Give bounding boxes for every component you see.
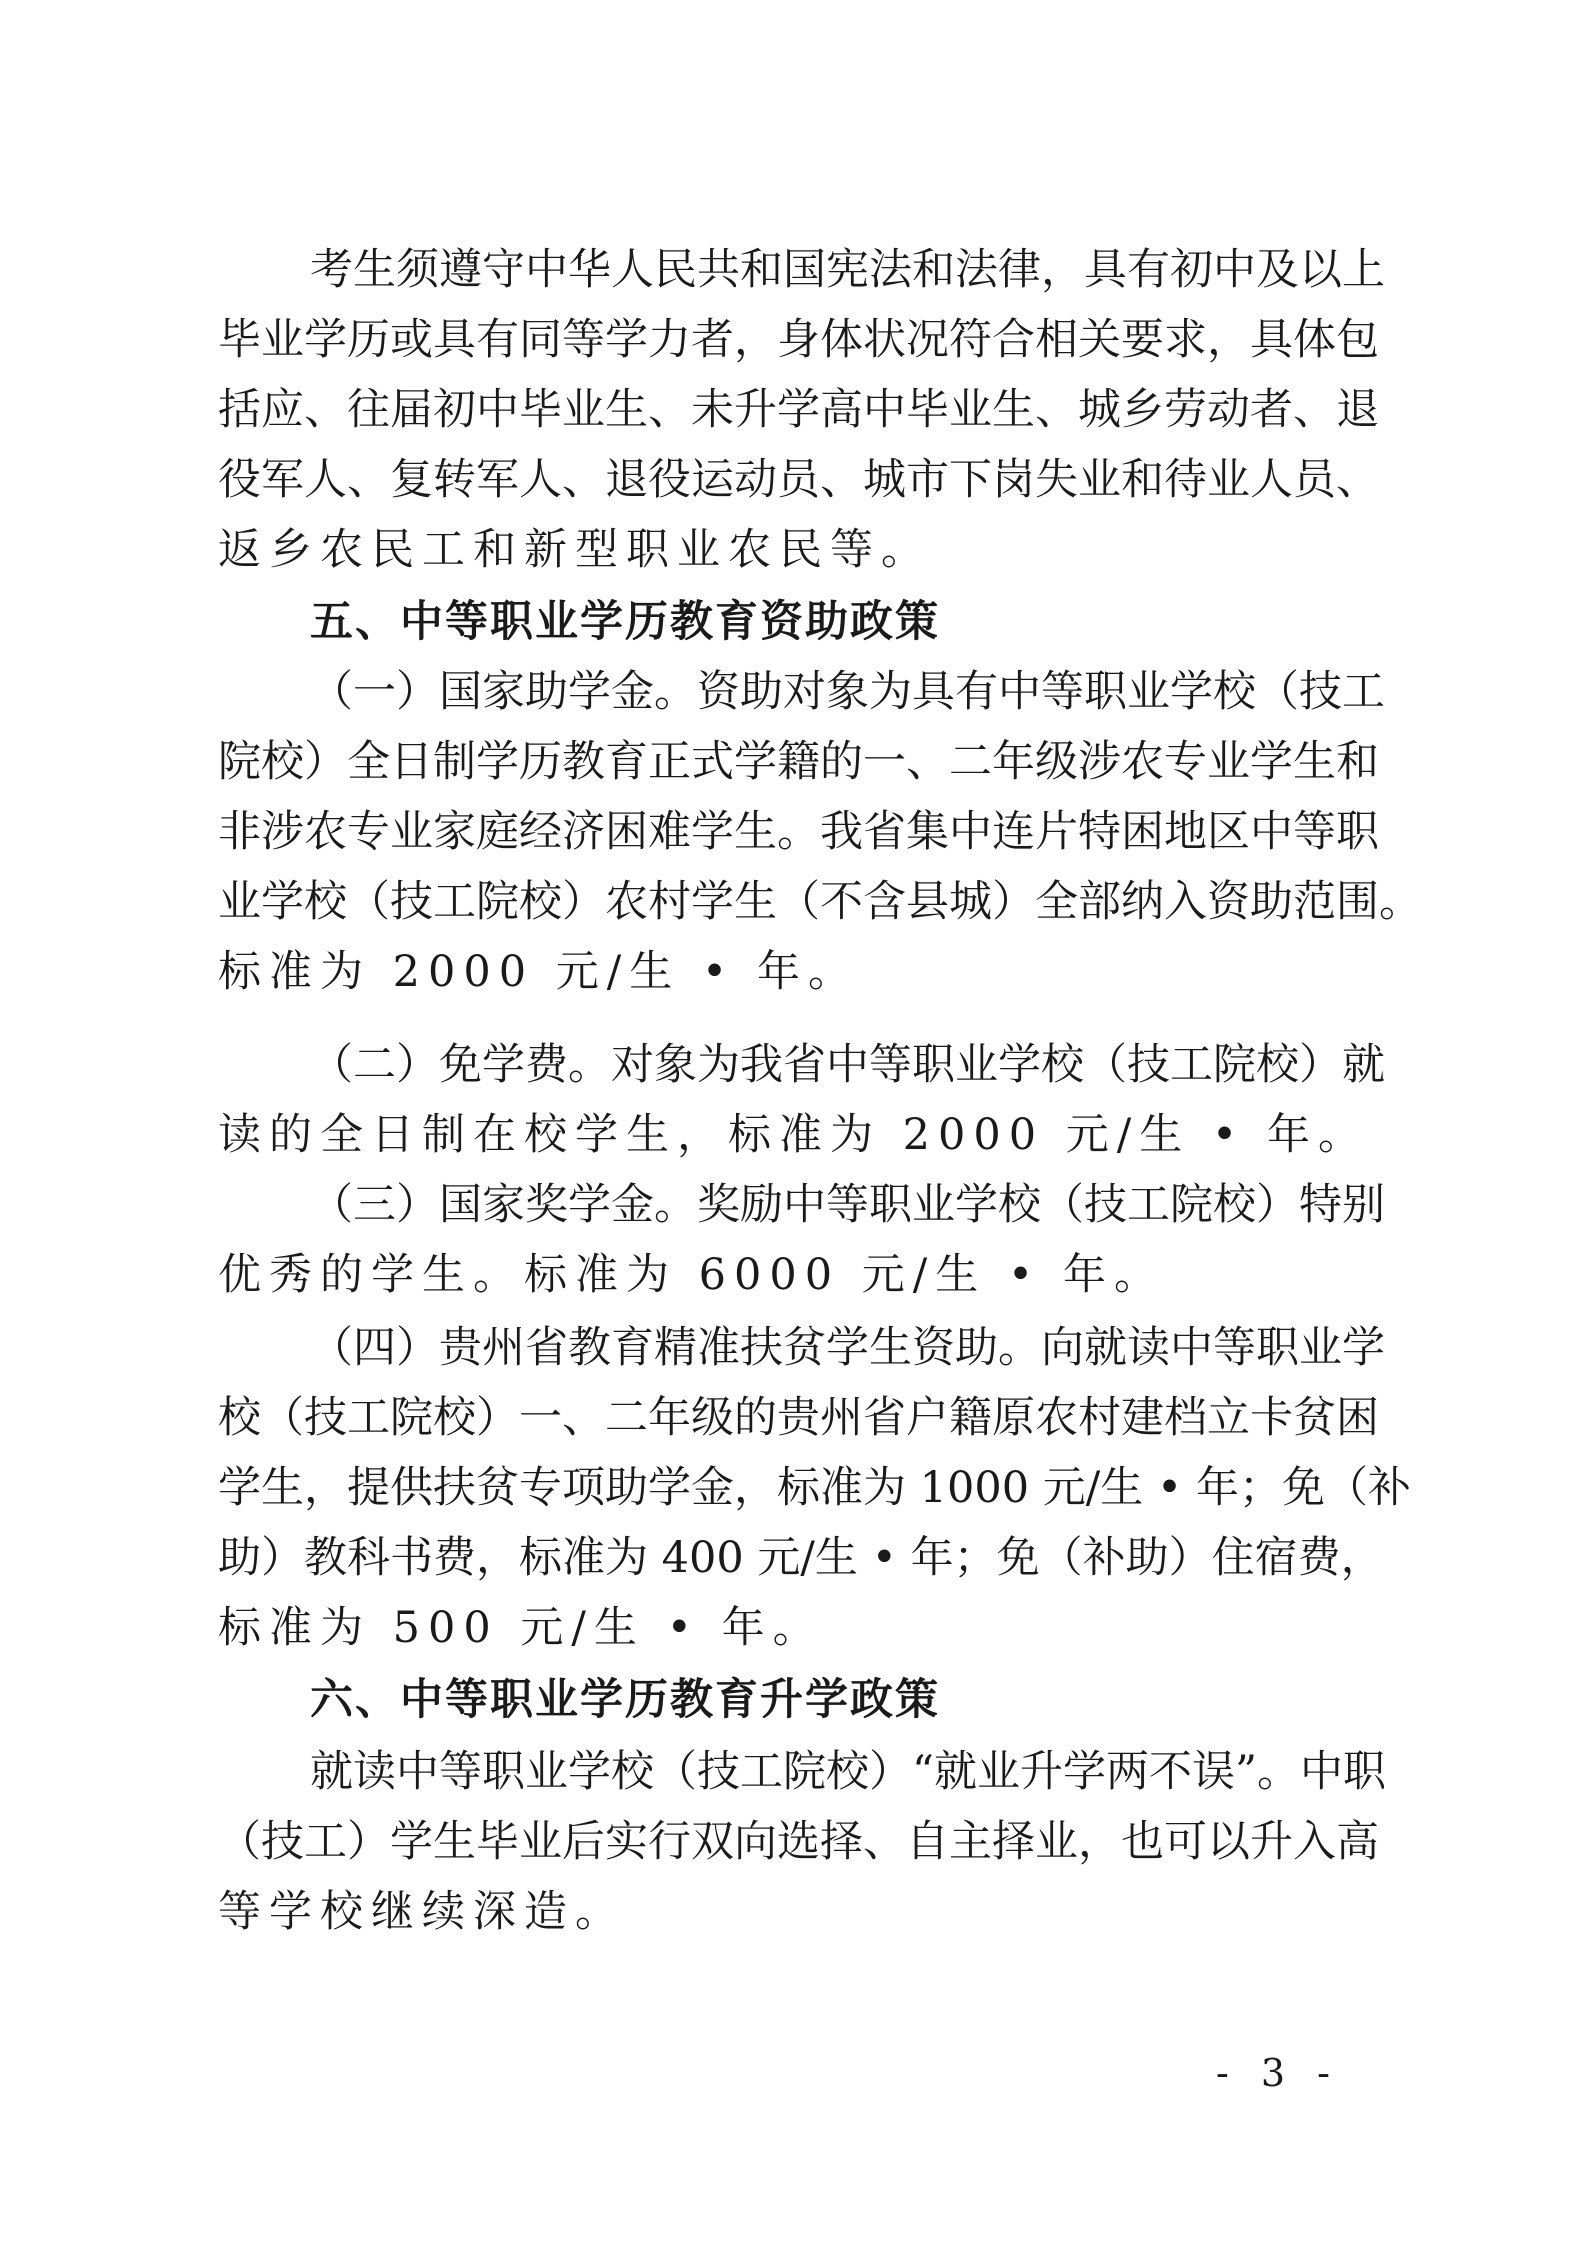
s6-p1-line-3: 等学校继续深造。 <box>218 1887 626 1937</box>
page-number: - 3 - <box>1215 2051 1340 2095</box>
s6-p1-line-1: 就读中等职业学校（技工院校）“就业升学两不误”。中职 <box>310 1747 1386 1797</box>
s5-p1-line-5: 标准为 2000 元/生 • 年。 <box>218 947 859 997</box>
intro-line-3: 括应、往届初中毕业生、未升学高中毕业生、城乡劳动者、退 <box>218 385 1379 435</box>
s5-p3-line-1: （三）国家奖学金。奖励中等职业学校（技工院校）特别 <box>310 1180 1385 1230</box>
s5-p4-line-5: 标准为 500 元/生 • 年。 <box>218 1603 824 1653</box>
s5-p2-line-2: 读的全日制在校学生，标准为 2000 元/生 • 年。 <box>218 1110 1369 1160</box>
s5-p1-line-4: 业学校（技工院校）农村学生（不含县城）全部纳入资助范围。 <box>218 877 1422 927</box>
intro-line-4: 役军人、复转军人、退役运动员、城市下岗失业和待业人员、 <box>218 455 1379 505</box>
intro-line-2: 毕业学历或具有同等学力者，身体状况符合相关要求，具体包 <box>218 315 1379 365</box>
section-5-heading: 五、中等职业学历教育资助政策 <box>310 597 940 647</box>
intro-line-1: 考生须遵守中华人民共和国宪法和法律，具有初中及以上 <box>310 245 1385 295</box>
s5-p4-line-2: 校（技工院校）一、二年级的贵州省户籍原农村建档立卡贫困 <box>218 1393 1379 1443</box>
s5-p2-line-1: （二）免学费。对象为我省中等职业学校（技工院校）就 <box>310 1040 1385 1090</box>
s5-p4-line-3: 学生，提供扶贫专项助学金，标准为 1000 元/生 • 年；免（补 <box>218 1463 1411 1513</box>
s6-p1-line-2: （技工）学生毕业后实行双向选择、自主择业，也可以升入高 <box>218 1817 1379 1867</box>
intro-line-5: 返乡农民工和新型职业农民等。 <box>218 525 932 575</box>
s5-p1-line-2: 院校）全日制学历教育正式学籍的一、二年级涉农专业学生和 <box>218 737 1379 787</box>
s5-p4-line-4: 助）教科书费，标准为 400 元/生 • 年；免（补助）住宿费， <box>218 1533 1384 1583</box>
s5-p1-line-1: （一）国家助学金。资助对象为具有中等职业学校（技工 <box>310 667 1385 717</box>
s5-p4-line-1: （四）贵州省教育精准扶贫学生资助。向就读中等职业学 <box>310 1323 1385 1373</box>
s5-p3-line-2: 优秀的学生。标准为 6000 元/生 • 年。 <box>218 1250 1165 1300</box>
section-6-heading: 六、中等职业学历教育升学政策 <box>310 1675 940 1725</box>
s5-p1-line-3: 非涉农专业家庭经济困难学生。我省集中连片特困地区中等职 <box>218 807 1379 857</box>
